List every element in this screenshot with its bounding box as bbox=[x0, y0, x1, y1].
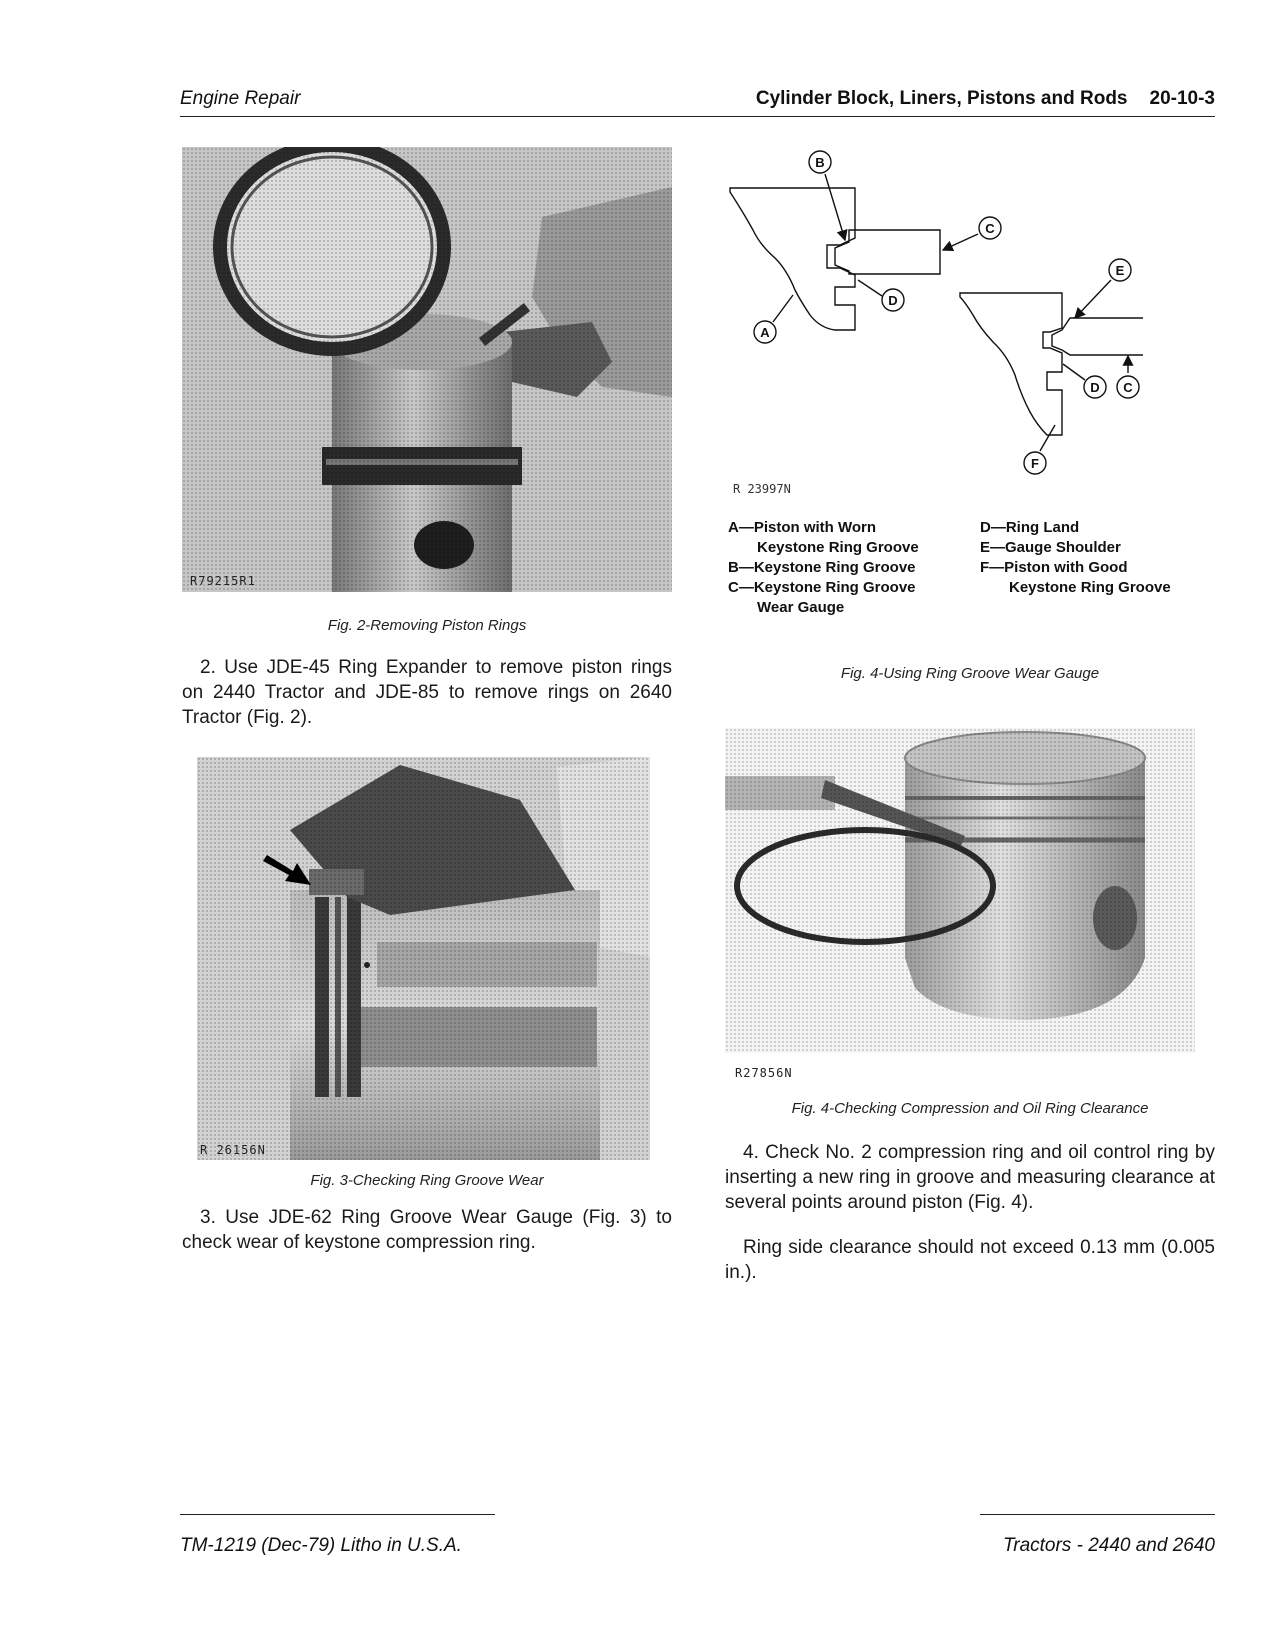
footer-rule-right bbox=[980, 1514, 1215, 1515]
caption-fig3: Fig. 3-Checking Ring Groove Wear bbox=[310, 1172, 544, 1189]
callout-c bbox=[979, 217, 1001, 239]
chapter-title: Cylinder Block, Liners, Pistons and Rods bbox=[755, 88, 1128, 109]
photo-checking-ring-groove-wear bbox=[197, 757, 650, 1160]
drawing-id-fig4: R 23997N bbox=[733, 482, 791, 496]
photo-checking-ring-clearance bbox=[725, 728, 1195, 1053]
caption-fig4b: Fig. 4-Checking Compression and Oil Ring Clearance bbox=[791, 1100, 1149, 1117]
step-4-text: 4. Check No. 2 compression ring and oil control ring by inserting a new ring in groove and measuring clearance at several points around piston (Fig. 4). bbox=[725, 1142, 1215, 1213]
page-heading bbox=[756, 88, 1215, 110]
footer-rule-left bbox=[180, 1514, 495, 1515]
wear-gauge-upper bbox=[835, 230, 940, 274]
svg-text:C: C bbox=[985, 221, 995, 236]
legend-c: C—Keystone Ring Groove bbox=[728, 579, 916, 596]
piston-good-profile bbox=[960, 293, 1062, 435]
svg-text:E: E bbox=[1115, 263, 1125, 278]
legend-b: B—Keystone Ring Groove bbox=[728, 559, 916, 576]
legend-right bbox=[980, 518, 1215, 598]
photo-id-fig3: R 26156N bbox=[200, 1143, 266, 1157]
callout-f bbox=[1024, 452, 1046, 474]
callout-c-lower bbox=[1117, 376, 1139, 398]
photo-id-fig2: R79215R1 bbox=[190, 574, 256, 588]
footer-manual-id: TM-1219 (Dec-79) Litho in U.S.A. bbox=[180, 1535, 462, 1556]
callout-a bbox=[754, 321, 776, 343]
svg-text:A: A bbox=[760, 325, 770, 340]
step-3-text: 3. Use JDE-62 Ring Groove Wear Gauge (Fig. 3) to check wear of keystone compression ring. bbox=[182, 1207, 672, 1253]
legend-e: E—Gauge Shoulder bbox=[980, 539, 1121, 556]
legend-a: A—Piston with Worn bbox=[728, 519, 877, 536]
diagram-ring-groove-wear-gauge bbox=[725, 150, 1215, 520]
callout-b bbox=[809, 151, 831, 173]
legend-f: F—Piston with Good bbox=[980, 559, 1128, 576]
legend-a-cont: Keystone Ring Groove bbox=[757, 539, 919, 556]
step-2-text: 2. Use JDE-45 Ring Expander to remove piston rings on 2440 Tractor and JDE-85 to remove rings on 2640 Tractor (Fig. 2). bbox=[182, 657, 672, 728]
svg-text:D: D bbox=[1090, 380, 1100, 395]
photo-id-fig4b: R27856N bbox=[735, 1066, 793, 1080]
header-rule bbox=[180, 116, 1215, 117]
legend-left bbox=[728, 518, 968, 618]
svg-text:C: C bbox=[1123, 380, 1133, 395]
svg-text:D: D bbox=[888, 293, 898, 308]
legend-d: D—Ring Land bbox=[980, 519, 1080, 536]
svg-text:F: F bbox=[1031, 456, 1039, 471]
page-number: 20-10-3 bbox=[1149, 88, 1215, 109]
caption-fig2: Fig. 2-Removing Piston Rings bbox=[327, 617, 527, 634]
legend-c-cont: Wear Gauge bbox=[757, 599, 845, 616]
ring-clearance-spec: Ring side clearance should not exceed 0.13 mm (0.005 in.). bbox=[725, 1237, 1215, 1283]
caption-fig4a: Fig. 4-Using Ring Groove Wear Gauge bbox=[840, 665, 1100, 682]
wear-gauge-lower bbox=[1052, 318, 1143, 355]
legend-f-cont: Keystone Ring Groove bbox=[1009, 579, 1171, 596]
section-title: Engine Repair bbox=[180, 88, 301, 109]
svg-text:B: B bbox=[815, 155, 825, 170]
callout-d bbox=[882, 289, 904, 311]
footer-model: Tractors - 2440 and 2640 bbox=[1003, 1535, 1215, 1556]
callout-e bbox=[1109, 259, 1131, 281]
photo-removing-piston-rings bbox=[182, 147, 672, 592]
callout-d-lower bbox=[1084, 376, 1106, 398]
